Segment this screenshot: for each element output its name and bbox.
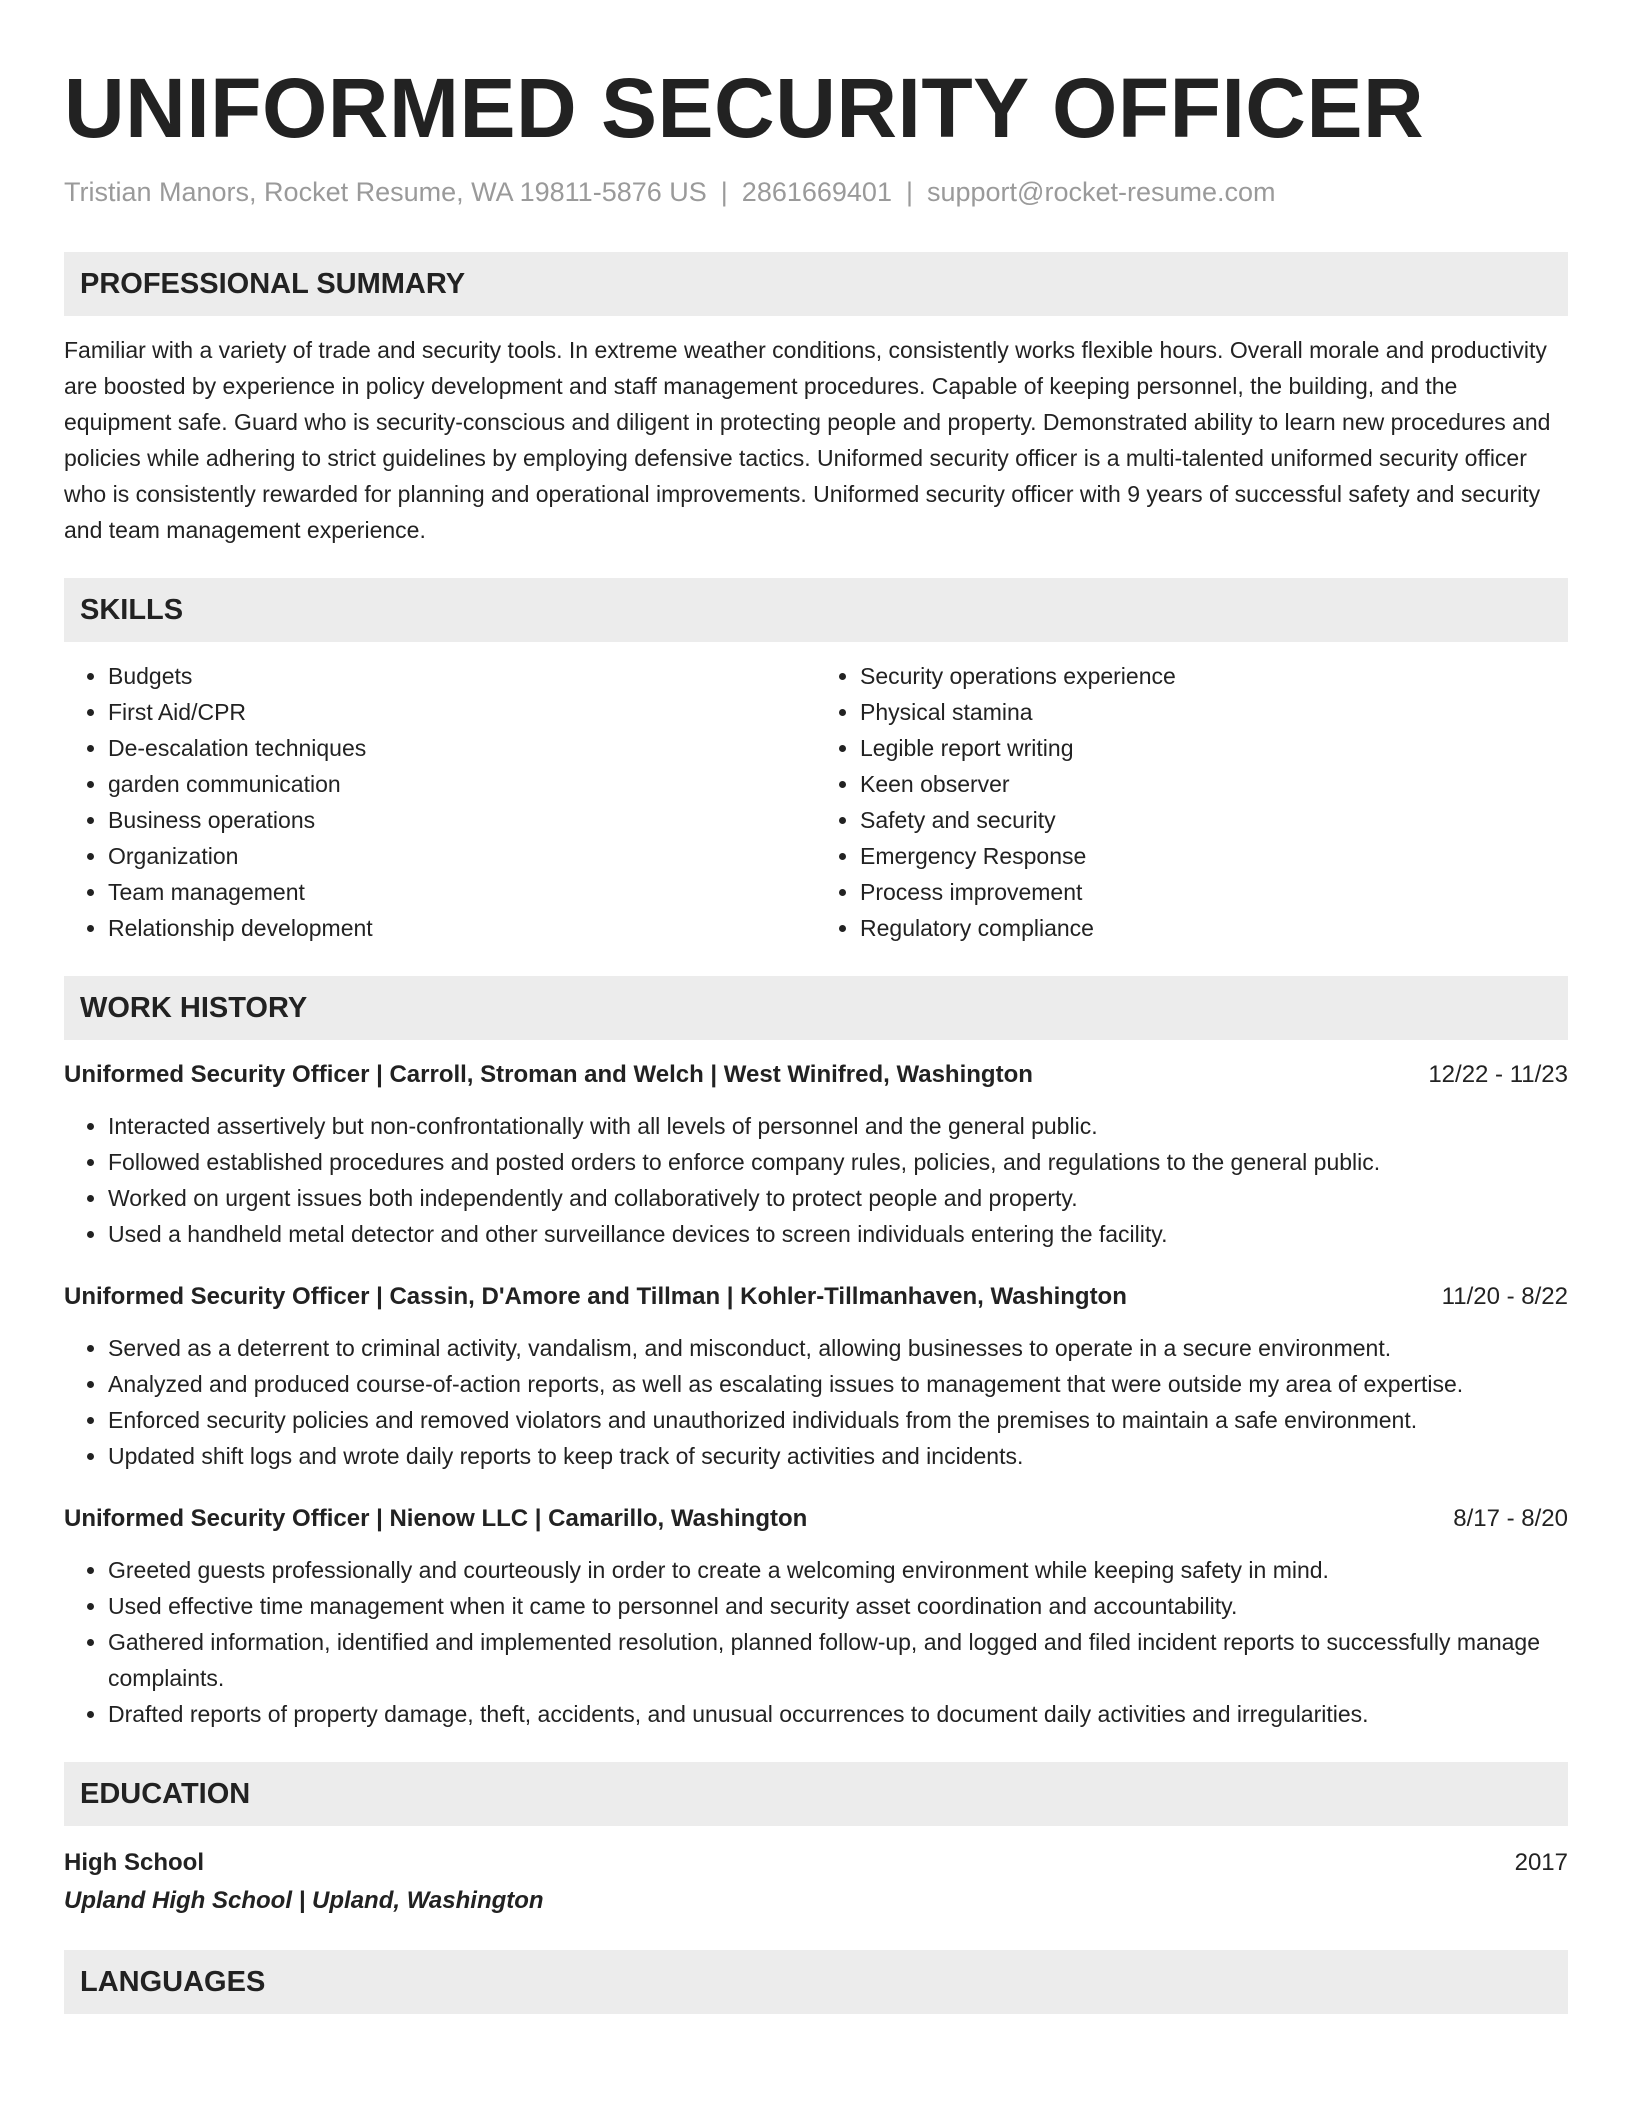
skill-item: • Business operations: [108, 802, 816, 838]
skills-list: [64, 658, 1568, 946]
job-dates: 12/22 - 11/23: [1428, 1061, 1568, 1088]
job-bullet: • Drafted reports of property damage, theft, accidents, and unusual occurrences to document daily activities and irregularities.: [108, 1696, 1568, 1732]
education-header: [64, 1844, 1568, 1882]
contact-separator: |: [905, 177, 913, 207]
job-bullet: • Greeted guests professionally and courteously in order to create a welcoming environment while keeping safety in mind.: [108, 1552, 1568, 1588]
job-bullet: • Used a handheld metal detector and other surveillance devices to screen individuals entering the facility.: [108, 1216, 1568, 1252]
skill-item: • Safety and security: [860, 802, 1568, 838]
education-year: 2017: [1514, 1849, 1568, 1876]
job-bullet: • Used effective time management when it came to personnel and security asset coordination and accountability.: [108, 1588, 1568, 1624]
skill-item: • Legible report writing: [860, 730, 1568, 766]
contact-phone: 2861669401: [741, 177, 892, 207]
job-title: Uniformed Security Officer | Cassin, D'Amore and Tillman | Kohler-Tillmanhaven, Washington: [64, 1283, 1127, 1310]
section-heading-education: EDUCATION: [64, 1762, 1568, 1826]
job-bullet: • Followed established procedures and posted orders to enforce company rules, policies, and regulations to the general public.: [108, 1144, 1568, 1180]
skill-item: • Physical stamina: [860, 694, 1568, 730]
summary-text: Familiar with a variety of trade and security tools. In extreme weather conditions, consistently works flexible hours. Overall morale and productivity are boosted by experience in policy development and staff management procedures. Capable of keeping personnel, the building, and the equipment safe. Guard who is security-conscious and diligent in protecting people and property. Demonstrated ability to learn new procedures and policies while adhering to strict guidelines by employing defensive tactics. Uniformed security officer is a multi-talented uniformed security officer who is consistently rewarded for planning and operational improvements. Uniformed security officer with 9 years of successful safety and security and team management experience.: [64, 337, 1551, 543]
job-bullets: [64, 1108, 1568, 1252]
job-bullet: • Analyzed and produced course-of-action reports, as well as escalating issues to management that were outside my area of expertise.: [108, 1366, 1568, 1402]
job-header: [64, 1502, 1568, 1536]
skill-item: • Security operations experience: [860, 658, 1568, 694]
skill-item: • Team management: [108, 874, 816, 910]
skill-item: • Organization: [108, 838, 816, 874]
contact-line: [64, 172, 1568, 212]
skill-item: • Regulatory compliance: [860, 910, 1568, 946]
skills-column-right: [816, 658, 1568, 946]
skill-item: • Budgets: [108, 658, 816, 694]
contact-email: support@rocket-resume.com: [926, 177, 1276, 207]
job-bullet: • Enforced security policies and removed violators and unauthorized individuals from the premises to maintain a safe environment.: [108, 1402, 1568, 1438]
section-heading-languages: LANGUAGES: [64, 1950, 1568, 2014]
job-bullets: [64, 1330, 1568, 1474]
job-header: [64, 1058, 1568, 1092]
contact-address: Tristian Manors, Rocket Resume, WA 19811-5876 US: [64, 177, 707, 207]
section-heading-skills: SKILLS: [64, 578, 1568, 642]
skill-item: • First Aid/CPR: [108, 694, 816, 730]
job-dates: 11/20 - 8/22: [1441, 1283, 1568, 1310]
education-school: Upland High School | Upland, Washington: [64, 1887, 544, 1914]
job-bullet: • Interacted assertively but non-confrontationally with all levels of personnel and the general public.: [108, 1108, 1568, 1144]
job-entry: [64, 1502, 1568, 1732]
skill-item: • Relationship development: [108, 910, 816, 946]
job-dates: 8/17 - 8/20: [1453, 1505, 1568, 1532]
skill-item: • Keen observer: [860, 766, 1568, 802]
job-title: Uniformed Security Officer | Nienow LLC | Camarillo, Washington: [64, 1505, 808, 1532]
job-bullet: • Worked on urgent issues both independently and collaboratively to protect people and property.: [108, 1180, 1568, 1216]
job-bullet: • Gathered information, identified and implemented resolution, planned follow-up, and logged and filed incident reports to successfully manage complaints.: [108, 1624, 1568, 1696]
job-header: [64, 1280, 1568, 1314]
education-entry: [64, 1844, 1568, 1920]
contact-separator: |: [720, 177, 728, 207]
job-title: Uniformed Security Officer | Carroll, Stroman and Welch | West Winifred, Washington: [64, 1061, 1033, 1088]
job-bullet: • Served as a deterrent to criminal activity, vandalism, and misconduct, allowing businesses to operate in a secure environment.: [108, 1330, 1568, 1366]
skill-item: • Emergency Response: [860, 838, 1568, 874]
skills-column-left: [64, 658, 816, 946]
skill-item: • Process improvement: [860, 874, 1568, 910]
skill-item: • De-escalation techniques: [108, 730, 816, 766]
job-entry: [64, 1058, 1568, 1252]
job-bullet: • Updated shift logs and wrote daily reports to keep track of security activities and incidents.: [108, 1438, 1568, 1474]
skill-item: • garden communication: [108, 766, 816, 802]
section-heading-summary: PROFESSIONAL SUMMARY: [64, 252, 1568, 316]
education-degree: High School: [64, 1849, 204, 1876]
section-heading-work-history: WORK HISTORY: [64, 976, 1568, 1040]
job-entry: [64, 1280, 1568, 1474]
job-bullets: [64, 1552, 1568, 1732]
resume-title: UNIFORMED SECURITY OFFICER: [64, 61, 1425, 155]
